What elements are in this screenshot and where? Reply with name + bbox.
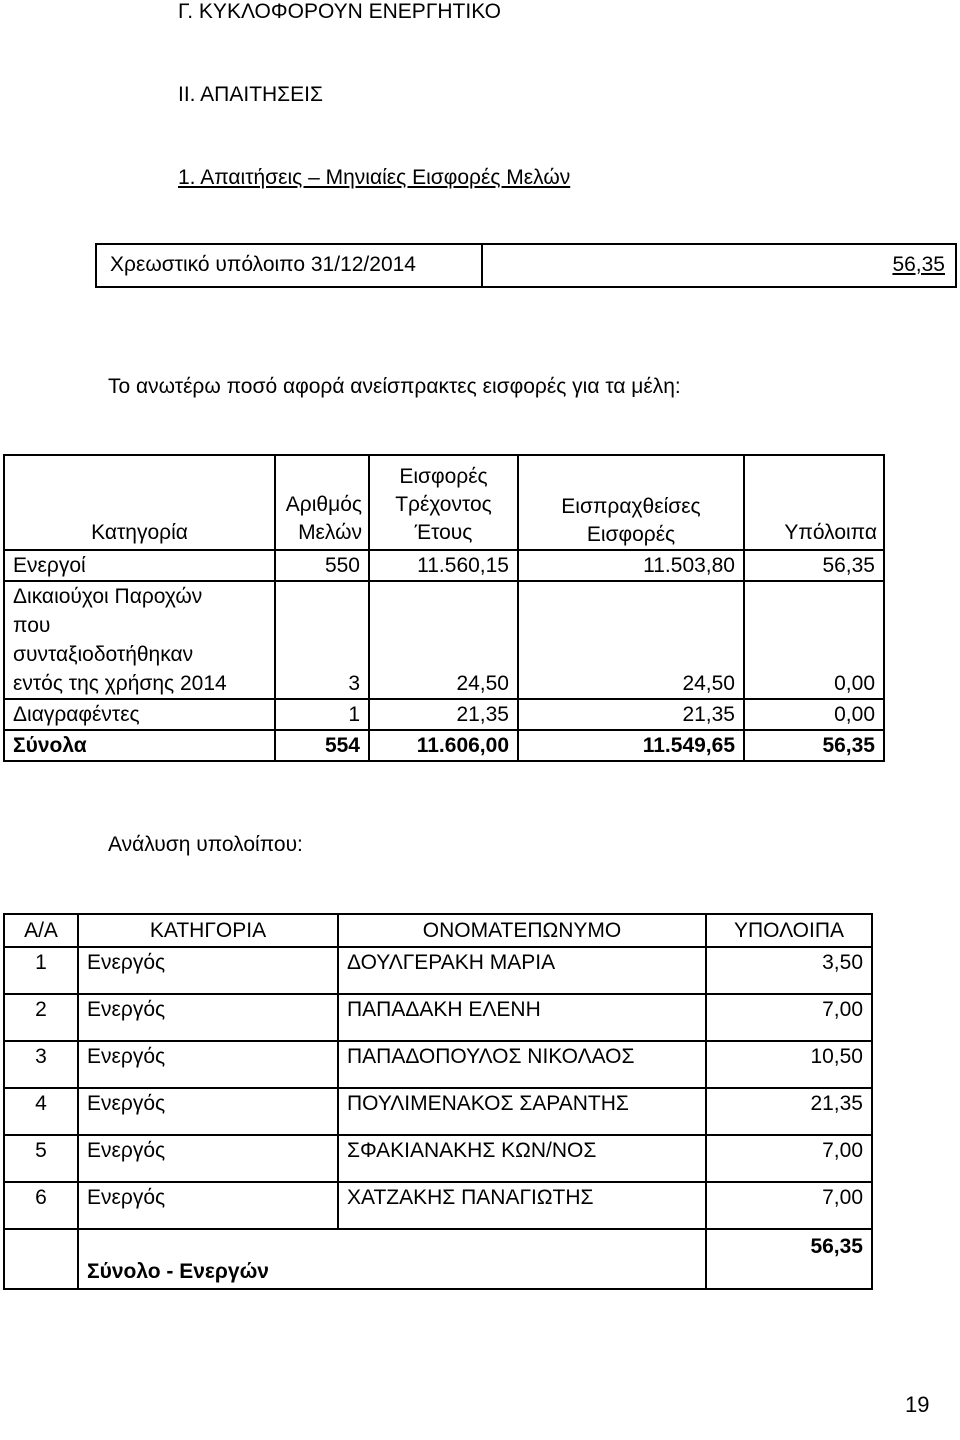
total-empty-cell xyxy=(4,1229,78,1289)
row-balance: 7,00 xyxy=(706,994,872,1041)
totals-row xyxy=(4,730,884,761)
row-name: ΣΦΑΚΙΑΝΑΚΗΣ ΚΩΝ/ΝΟΣ xyxy=(338,1135,706,1182)
row-no: 6 xyxy=(4,1182,78,1229)
totals-current: 11.606,00 xyxy=(369,730,518,761)
total-row xyxy=(4,1229,872,1289)
table-row xyxy=(4,699,884,730)
balance-analysis-table xyxy=(3,913,873,1290)
row-no: 3 xyxy=(4,1041,78,1088)
row-category: Ενεργοί xyxy=(4,550,275,581)
row-collected: 21,35 xyxy=(518,699,744,730)
table-row xyxy=(4,947,872,994)
row-category: Ενεργός xyxy=(78,1135,338,1182)
row-current: 21,35 xyxy=(369,699,518,730)
row-name: ΧΑΤΖΑΚΗΣ ΠΑΝΑΓΙΩΤΗΣ xyxy=(338,1182,706,1229)
row-balance: 10,50 xyxy=(706,1041,872,1088)
intro-text: Το ανωτέρω ποσό αφορά ανείσπρακτες εισφορές για τα μέλη: xyxy=(108,375,681,398)
debit-balance-box xyxy=(95,243,957,288)
totals-balance: 56,35 xyxy=(744,730,884,761)
members-contributions-table xyxy=(3,454,885,762)
row-category: Ενεργός xyxy=(78,1182,338,1229)
row-balance: 56,35 xyxy=(744,550,884,581)
debit-balance-value: 56,35 xyxy=(892,253,945,276)
header-balance: ΥΠΟΛΟΙΠΑ xyxy=(706,914,872,947)
table-row xyxy=(4,994,872,1041)
row-members: 550 xyxy=(275,550,369,581)
row-balance: 0,00 xyxy=(744,581,884,699)
row-balance: 21,35 xyxy=(706,1088,872,1135)
row-members: 3 xyxy=(275,581,369,699)
row-balance: 0,00 xyxy=(744,699,884,730)
header-name: ΟΝΟΜΑΤΕΠΩΝΥΜΟ xyxy=(338,914,706,947)
row-current: 11.560,15 xyxy=(369,550,518,581)
row-no: 2 xyxy=(4,994,78,1041)
row-members: 1 xyxy=(275,699,369,730)
row-category: Ενεργός xyxy=(78,1088,338,1135)
debit-balance-label: Χρεωστικό υπόλοιπο 31/12/2014 xyxy=(97,245,483,286)
row-collected: 11.503,80 xyxy=(518,550,744,581)
total-value: 56,35 xyxy=(706,1229,872,1289)
header-current-contributions: Εισφορές Τρέχοντος Έτους xyxy=(369,455,518,550)
row-category: Ενεργός xyxy=(78,947,338,994)
row-current: 24,50 xyxy=(369,581,518,699)
header-category: ΚΑΤΗΓΟΡΙΑ xyxy=(78,914,338,947)
row-category: Δικαιούχοι Παροχών που συνταξιοδοτήθηκαν εντός της χρήσης 2014 xyxy=(4,581,275,699)
table-row xyxy=(4,581,884,699)
table-row xyxy=(4,550,884,581)
row-name: ΔΟΥΛΓΕΡΑΚΗ ΜΑΡΙΑ xyxy=(338,947,706,994)
row-balance: 7,00 xyxy=(706,1135,872,1182)
table-header-row xyxy=(4,914,872,947)
table-row xyxy=(4,1135,872,1182)
row-name: ΠΑΠΑΔΟΠΟΥΛΟΣ ΝΙΚΟΛΑΟΣ xyxy=(338,1041,706,1088)
row-name: ΠΟΥΛΙΜΕΝΑΚΟΣ ΣΑΡΑΝΤΗΣ xyxy=(338,1088,706,1135)
table-header-row xyxy=(4,455,884,550)
total-label: Σύνολο - Ενεργών xyxy=(78,1229,706,1289)
page-number: 19 xyxy=(905,1392,930,1417)
row-category: Ενεργός xyxy=(78,994,338,1041)
totals-category: Σύνολα xyxy=(4,730,275,761)
header-category: Κατηγορία xyxy=(4,455,275,550)
section-heading: Γ. ΚΥΚΛΟΦΟΡΟΥΝ ΕΝΕΡΓΗΤΙΚΟ xyxy=(178,0,501,23)
analysis-label: Ανάλυση υπολοίπου: xyxy=(108,833,303,856)
row-no: 5 xyxy=(4,1135,78,1182)
subsection-title: 1. Απαιτήσεις – Μηνιαίες Εισφορές Μελών xyxy=(178,166,571,189)
header-collected-contributions: Εισπραχθείσες Εισφορές xyxy=(518,455,744,550)
row-no: 4 xyxy=(4,1088,78,1135)
table-row xyxy=(4,1041,872,1088)
row-no: 1 xyxy=(4,947,78,994)
totals-collected: 11.549,65 xyxy=(518,730,744,761)
subsection-heading: ΙΙ. ΑΠΑΙΤΗΣΕΙΣ xyxy=(178,83,323,106)
table-row xyxy=(4,1088,872,1135)
table-row xyxy=(4,1182,872,1229)
header-members: Αριθμός Μελών xyxy=(275,455,369,550)
header-balance: Υπόλοιπα xyxy=(744,455,884,550)
row-category: Διαγραφέντες xyxy=(4,699,275,730)
row-balance: 3,50 xyxy=(706,947,872,994)
row-category: Ενεργός xyxy=(78,1041,338,1088)
row-collected: 24,50 xyxy=(518,581,744,699)
row-name: ΠΑΠΑΔΑΚΗ ΕΛΕΝΗ xyxy=(338,994,706,1041)
header-no: Α/Α xyxy=(4,914,78,947)
totals-members: 554 xyxy=(275,730,369,761)
row-balance: 7,00 xyxy=(706,1182,872,1229)
